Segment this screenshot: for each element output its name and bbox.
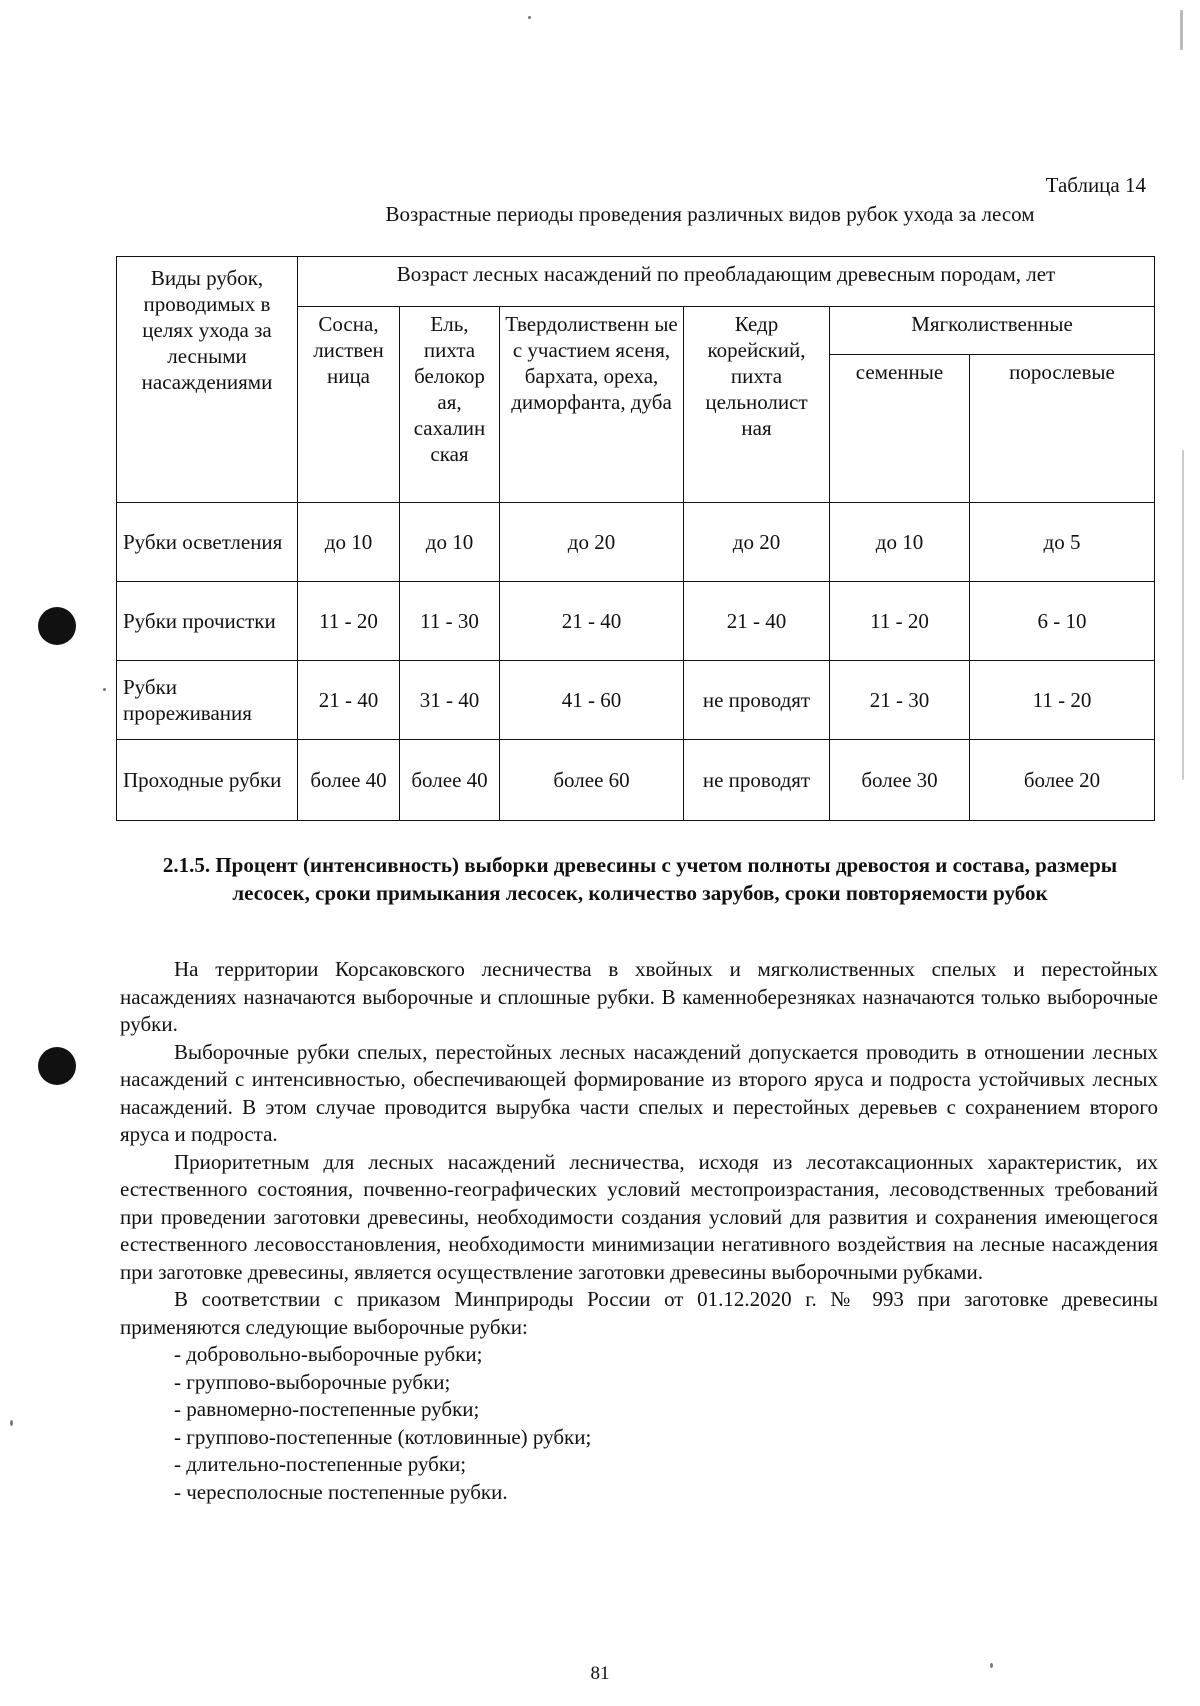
table-cell: 21 - 40 <box>298 661 400 740</box>
table-cell: 41 - 60 <box>500 661 684 740</box>
punch-hole-upper <box>38 607 76 645</box>
table-row <box>117 582 1155 661</box>
paragraph: В соответствии с приказом Минприроды России от 01.12.2020 г. № 993 при заготовке древесины применяются следующие выборочные рубки: <box>120 1287 1158 1339</box>
table-cell: до 10 <box>400 503 500 582</box>
table-row <box>117 503 1155 582</box>
list-item: - длительно-постепенные рубки; <box>174 1452 467 1476</box>
table-number: Таблица 14 <box>1045 173 1146 197</box>
row-label: Рубки прочистки <box>117 582 298 661</box>
col-header-coppice: порослевые <box>970 355 1155 503</box>
table-caption: Возрастные периоды проведения различных видов рубок ухода за лесом <box>385 202 1035 226</box>
paragraph: Выборочные рубки спелых, перестойных лесных насаждений допускается проводить в отношении лесных насаждений с интенсивностью, обеспечивающей формирование из второго яруса и подроста устойчивых лесных насаждений. В этом случае проводится вырубка части спелых и перестойных деревьев с сохранением второго яруса и подроста. <box>120 1039 1158 1146</box>
table-cell: 11 - 20 <box>830 582 970 661</box>
table-cell: 31 - 40 <box>400 661 500 740</box>
table-cell: 11 - 30 <box>400 582 500 661</box>
row-label: Рубки прореживания <box>117 661 298 740</box>
table-cell: 21 - 40 <box>684 582 830 661</box>
col-header-seed: семенные <box>830 355 970 503</box>
paragraph: На территории Корсаковского лесничества в хвойных и мягколиственных спелых и перестойных насаждениях назначаются выборочные и сплошные рубки. В каменноберезняках назначаются только выборочные рубки. <box>120 957 1158 1036</box>
paragraph: Приоритетным для лесных насаждений лесничества, исходя из лесотаксационных характеристик, их естественного состояния, почвенно-географических условий местопроизрастания, лесоводственных требований при проведении заготовки древесины, необходимости создания условий для развития и сохранения имеющегося естественного лесовосстановления, необходимости минимизации негативного воздействия на лесные насаждения при заготовке древесины, является осуществление заготовки древесины выборочными рубками. <box>120 1149 1158 1284</box>
logging-age-table <box>116 256 1155 821</box>
table-row <box>117 661 1155 740</box>
col-header-cedar-fir: Кедр корейский, пихта цельнолист ная <box>684 307 830 503</box>
table-cell: более 60 <box>500 740 684 821</box>
table-row <box>117 740 1155 821</box>
page-number: 81 <box>590 1663 610 1684</box>
table-cell: до 20 <box>500 503 684 582</box>
table-cell: более 40 <box>298 740 400 821</box>
col-group-softwood: Мягколиственные <box>830 307 1155 355</box>
row-label: Проходные рубки <box>117 740 298 821</box>
col-header-spruce-fir: Ель, пихта белокор ая, сахалин ская <box>400 307 500 503</box>
age-group-header: Возраст лесных насаждений по преобладающим древесным породам, лет <box>298 257 1155 307</box>
scan-speck <box>103 688 106 691</box>
scan-speck <box>1180 10 1183 50</box>
col-header-pine-larch: Сосна, листвен ница <box>298 307 400 503</box>
table-cell: более 20 <box>970 740 1155 821</box>
table-corner-header: Виды рубок, проводимых в целях ухода за лесными насаждениями <box>117 257 298 503</box>
table-cell: 21 - 40 <box>500 582 684 661</box>
table-cell: 11 - 20 <box>298 582 400 661</box>
table-cell: 6 - 10 <box>970 582 1155 661</box>
col-header-hardwood: Твердолиственн ые с участием ясеня, бархата, ореха, диморфанта, дуба <box>500 307 684 503</box>
table-cell: не проводят <box>684 661 830 740</box>
table-cell: до 10 <box>298 503 400 582</box>
row-label: Рубки осветления <box>117 503 298 582</box>
list-item: - чересполосные постепенные рубки. <box>174 1479 508 1504</box>
table-cell: до 10 <box>830 503 970 582</box>
table-cell: не проводят <box>684 740 830 821</box>
section-heading: 2.1.5. Процент (интенсивность) выборки древесины с учетом полноты древостоя и состава, размеры лесосек, сроки примыкания лесосек, количество зарубов, сроки повторяемости рубок <box>162 853 1118 905</box>
cut-type-list <box>120 1341 1158 1506</box>
table-cell: более 40 <box>400 740 500 821</box>
list-item: - группово-выборочные рубки; <box>174 1369 451 1394</box>
scan-speck <box>990 1663 993 1668</box>
scan-speck <box>528 16 531 19</box>
body-text <box>120 956 1158 1506</box>
punch-hole-lower <box>38 1047 76 1085</box>
table-cell: до 20 <box>684 503 830 582</box>
scan-speck <box>1182 450 1184 780</box>
table-cell: до 5 <box>970 503 1155 582</box>
list-item: - группово-постепенные (котловинные) рубки; <box>174 1424 592 1449</box>
table-cell: 21 - 30 <box>830 661 970 740</box>
table-cell: более 30 <box>830 740 970 821</box>
list-item: - добровольно-выборочные рубки; <box>174 1342 483 1366</box>
list-item: - равномерно-постепенные рубки; <box>174 1397 480 1421</box>
scan-speck <box>10 1420 13 1426</box>
table-cell: 11 - 20 <box>970 661 1155 740</box>
